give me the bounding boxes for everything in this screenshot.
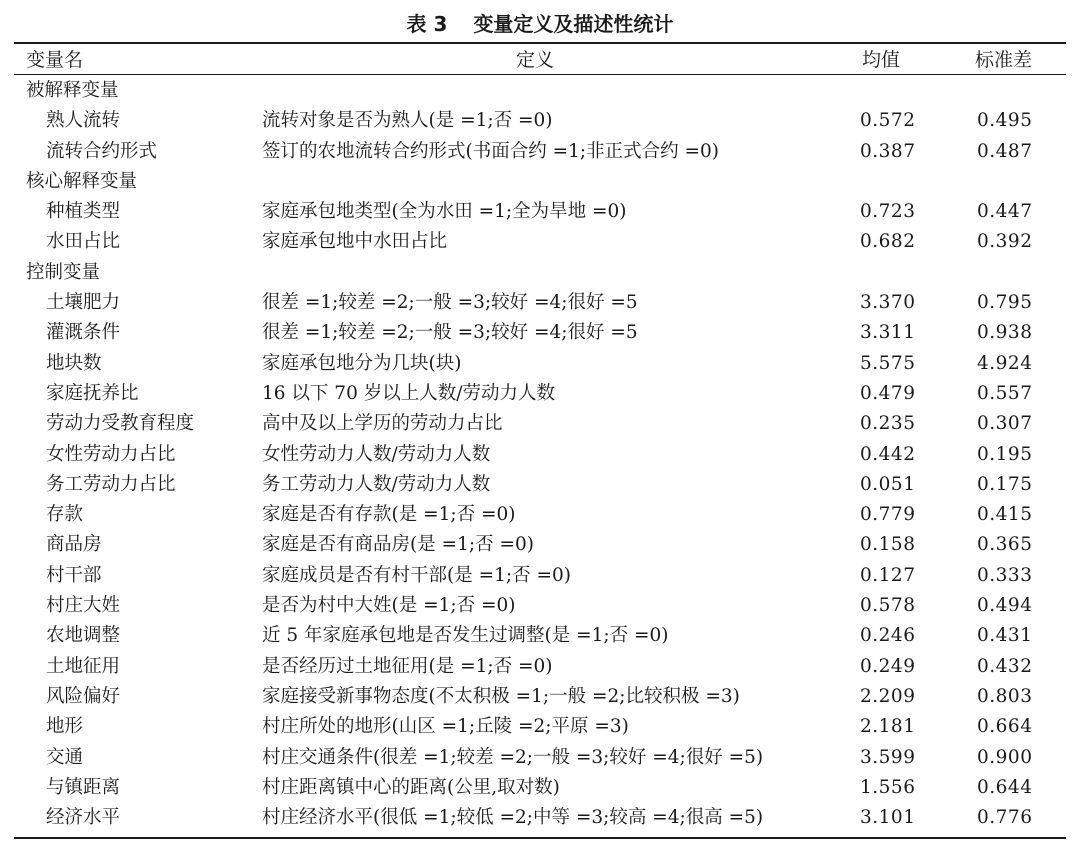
definition-cell: 村庄交通条件(很差 =1;较差 =2;一般 =3;较好 =4;很好 =5) — [262, 746, 764, 768]
definition-cell: 高中及以上学历的劳动力占比 — [262, 413, 503, 435]
mean-cell: 0.572 — [860, 110, 916, 132]
sd-cell: 0.195 — [977, 443, 1033, 465]
sd-cell: 0.803 — [977, 685, 1033, 707]
mean-cell: 0.127 — [860, 564, 916, 586]
table-row — [0, 197, 1080, 227]
table-row — [0, 591, 1080, 621]
sd-cell: 0.333 — [977, 564, 1033, 586]
table-row — [0, 530, 1080, 560]
variable-name: 商品房 — [46, 534, 102, 556]
mean-cell: 0.249 — [860, 655, 916, 677]
variable-name: 水田占比 — [46, 231, 121, 253]
sd-cell: 0.557 — [977, 382, 1033, 404]
mean-cell: 0.387 — [860, 140, 916, 162]
table-number: 表 3 — [406, 12, 448, 36]
group-label: 核心解释变量 — [26, 170, 138, 192]
table-row — [0, 106, 1080, 136]
sd-cell: 0.495 — [977, 110, 1033, 132]
header-variable: 变量名 — [26, 49, 84, 71]
variable-name: 存款 — [46, 504, 84, 526]
sd-cell: 4.924 — [977, 352, 1033, 374]
definition-cell: 家庭是否有存款(是 =1;否 =0) — [262, 504, 516, 526]
table-row — [0, 409, 1080, 439]
table-row — [0, 288, 1080, 318]
variable-name: 与镇距离 — [46, 776, 121, 798]
table-row — [0, 712, 1080, 742]
variable-name: 灌溉条件 — [46, 322, 121, 344]
mean-cell: 0.051 — [860, 473, 916, 495]
variable-name: 交通 — [46, 746, 84, 768]
table-row — [0, 500, 1080, 530]
definition-cell: 家庭承包地中水田占比 — [262, 231, 448, 253]
sd-cell: 0.644 — [977, 776, 1033, 798]
header-sd: 标准差 — [975, 49, 1033, 71]
mean-cell: 3.101 — [860, 807, 916, 829]
mean-cell: 0.158 — [860, 534, 916, 556]
table-row — [0, 652, 1080, 682]
table-row — [0, 682, 1080, 712]
variable-name: 劳动力受教育程度 — [46, 413, 195, 435]
table-title: 变量定义及描述性统计 — [473, 12, 674, 36]
definition-cell: 家庭是否有商品房(是 =1;否 =0) — [262, 534, 534, 556]
variable-name: 风险偏好 — [46, 685, 121, 707]
header-definition: 定义 — [516, 49, 555, 71]
variable-name: 流转合约形式 — [46, 140, 158, 162]
definition-cell: 是否为村中大姓(是 =1;否 =0) — [262, 595, 516, 617]
table-row — [0, 743, 1080, 773]
variable-name: 土壤肥力 — [46, 292, 121, 314]
mean-cell: 3.370 — [860, 292, 916, 314]
table-row — [0, 561, 1080, 591]
definition-cell: 近 5 年家庭承包地是否发生过调整(是 =1;否 =0) — [262, 625, 669, 647]
variable-name: 地块数 — [46, 352, 102, 374]
variable-name: 家庭抚养比 — [46, 382, 139, 404]
mean-cell: 0.578 — [860, 595, 916, 617]
table-row — [0, 318, 1080, 348]
table-row — [0, 349, 1080, 379]
mean-cell: 0.779 — [860, 504, 916, 526]
definition-cell: 家庭接受新事物态度(不太积极 =1;一般 =2;比较积极 =3) — [262, 685, 740, 707]
mean-cell: 0.442 — [860, 443, 916, 465]
variable-name: 农地调整 — [46, 625, 121, 647]
sd-cell: 0.795 — [977, 292, 1033, 314]
sd-cell: 0.487 — [977, 140, 1033, 162]
sd-cell: 0.175 — [977, 473, 1033, 495]
table-caption — [0, 8, 1080, 37]
table-row — [0, 803, 1080, 833]
sd-cell: 0.432 — [977, 655, 1033, 677]
variable-name: 经济水平 — [46, 807, 121, 829]
group-row — [0, 258, 1080, 288]
definition-cell: 家庭成员是否有村干部(是 =1;否 =0) — [262, 564, 571, 586]
variable-name: 女性劳动力占比 — [46, 443, 176, 465]
table-body — [0, 76, 1080, 833]
table-row — [0, 379, 1080, 409]
variable-name: 务工劳动力占比 — [46, 473, 176, 495]
sd-cell: 0.392 — [977, 231, 1033, 253]
table-row — [0, 773, 1080, 803]
table-row — [0, 621, 1080, 651]
variable-name: 种植类型 — [46, 201, 121, 223]
mean-cell: 0.723 — [860, 201, 916, 223]
definition-cell: 村庄所处的地形(山区 =1;丘陵 =2;平原 =3) — [262, 716, 629, 738]
mean-cell: 2.181 — [860, 716, 916, 738]
mean-cell: 3.311 — [860, 322, 916, 344]
table-header — [0, 46, 1080, 74]
sd-cell: 0.776 — [977, 807, 1033, 829]
definition-cell: 村庄经济水平(很低 =1;较低 =2;中等 =3;较高 =4;很高 =5) — [262, 807, 764, 829]
group-label: 被解释变量 — [26, 80, 119, 101]
variable-name: 村干部 — [46, 564, 102, 586]
table-row — [0, 470, 1080, 500]
table-row — [0, 440, 1080, 470]
variable-name: 熟人流转 — [46, 110, 121, 132]
definition-cell: 村庄距离镇中心的距离(公里,取对数) — [262, 776, 560, 798]
mean-cell: 1.556 — [860, 776, 916, 798]
header-rule — [14, 74, 1066, 75]
mean-cell: 0.479 — [860, 382, 916, 404]
definition-cell: 签订的农地流转合约形式(书面合约 =1;非正式合约 =0) — [262, 140, 719, 162]
header-mean: 均值 — [862, 49, 901, 71]
mean-cell: 0.246 — [860, 625, 916, 647]
definition-cell: 流转对象是否为熟人(是 =1;否 =0) — [262, 110, 553, 132]
definition-cell: 是否经历过土地征用(是 =1;否 =0) — [262, 655, 553, 677]
definition-cell: 很差 =1;较差 =2;一般 =3;较好 =4;很好 =5 — [262, 292, 638, 314]
mean-cell: 5.575 — [860, 352, 916, 374]
sd-cell: 0.415 — [977, 504, 1033, 526]
definition-cell: 家庭承包地类型(全为水田 =1;全为旱地 =0) — [262, 201, 627, 223]
definition-cell: 16 以下 70 岁以上人数/劳动力人数 — [262, 382, 555, 404]
sd-cell: 0.494 — [977, 595, 1033, 617]
top-rule — [14, 42, 1066, 44]
definition-cell: 女性劳动力人数/劳动力人数 — [262, 443, 491, 465]
mean-cell: 0.235 — [860, 413, 916, 435]
definition-cell: 家庭承包地分为几块(块) — [262, 352, 462, 374]
sd-cell: 0.365 — [977, 534, 1033, 556]
sd-cell: 0.938 — [977, 322, 1033, 344]
variable-name: 土地征用 — [46, 655, 121, 677]
group-label: 控制变量 — [26, 261, 101, 283]
group-row — [0, 76, 1080, 106]
sd-cell: 0.900 — [977, 746, 1033, 768]
sd-cell: 0.307 — [977, 413, 1033, 435]
sd-cell: 0.447 — [977, 201, 1033, 223]
mean-cell: 0.682 — [860, 231, 916, 253]
group-row — [0, 167, 1080, 197]
table-row — [0, 137, 1080, 167]
variable-name: 地形 — [46, 716, 84, 738]
sd-cell: 0.431 — [977, 625, 1033, 647]
sd-cell: 0.664 — [977, 716, 1033, 738]
mean-cell: 2.209 — [860, 685, 916, 707]
mean-cell: 3.599 — [860, 746, 916, 768]
table-row — [0, 227, 1080, 257]
definition-cell: 务工劳动力人数/劳动力人数 — [262, 473, 491, 495]
definition-cell: 很差 =1;较差 =2;一般 =3;较好 =4;很好 =5 — [262, 322, 638, 344]
variable-name: 村庄大姓 — [46, 595, 121, 617]
bottom-rule — [14, 837, 1066, 839]
